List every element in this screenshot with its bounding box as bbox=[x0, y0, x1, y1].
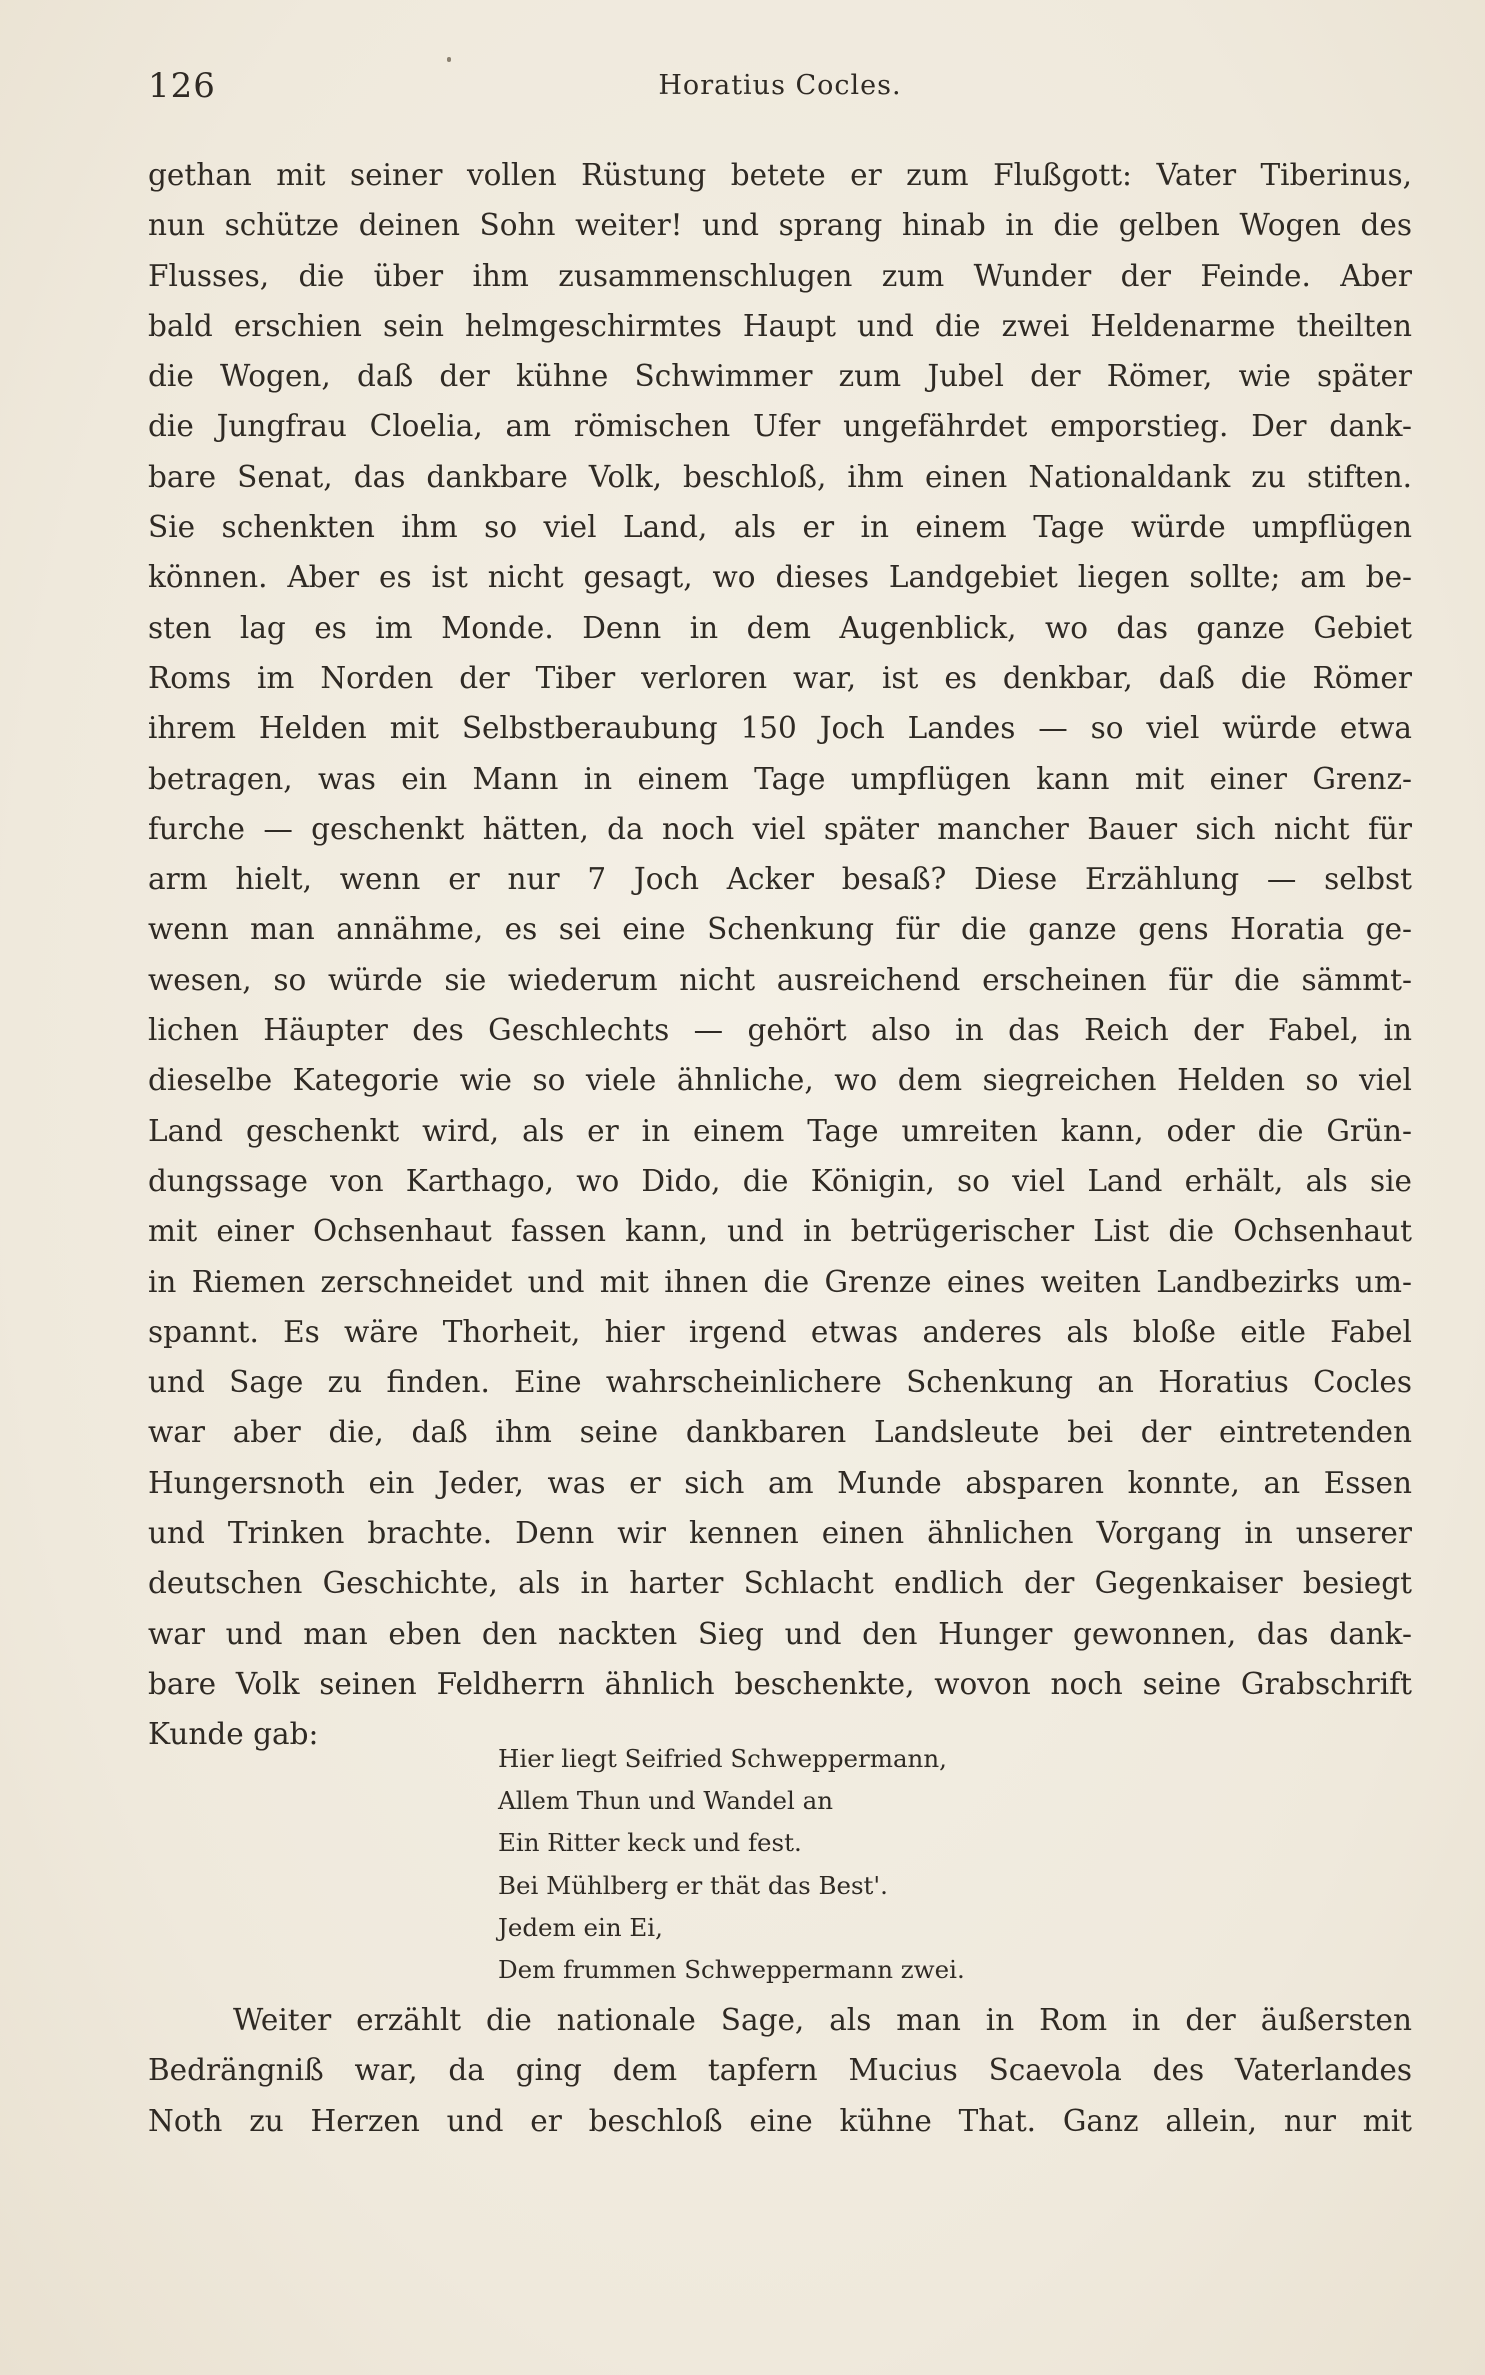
text-line: Weiter erzählt die nationale Sage, als man in Rom in der äußersten bbox=[233, 2003, 1412, 2037]
text-line: betragen, was ein Mann in einem Tage umpflügen kann mit einer Grenz- bbox=[148, 761, 1412, 796]
text-line: können. Aber es ist nicht gesagt, wo dieses Landgebiet liegen sollte; am be- bbox=[148, 560, 1412, 595]
text-line: dungssage von Karthago, wo Dido, die Königin, so viel Land erhält, als sie bbox=[148, 1163, 1412, 1198]
text-line: die Jungfrau Cloelia, am römischen Ufer ungefährdet emporstieg. Der dank- bbox=[148, 409, 1412, 444]
text-line: wesen, so würde sie wiederum nicht ausreichend erscheinen für die sämmt- bbox=[148, 962, 1412, 997]
text-line: lichen Häupter des Geschlechts — gehört also in das Reich der Fabel, in bbox=[148, 1013, 1412, 1048]
page-number: 126 bbox=[148, 66, 216, 106]
text-line: Bedrängniß war, da ging dem tapfern Mucius Scaevola des Vaterlandes bbox=[148, 2053, 1412, 2088]
main-text-block bbox=[148, 150, 1412, 1760]
text-line: wenn man annähme, es sei eine Schenkung für die ganze gens Horatia ge- bbox=[148, 912, 1412, 947]
text-line: bare Senat, das dankbare Volk, beschloß, ihm einen Nationaldank zu stiften. bbox=[148, 459, 1412, 494]
verse-line: Allem Thun und Wandel an bbox=[498, 1786, 834, 1816]
text-line: Sie schenkten ihm so viel Land, als er in einem Tage würde umpflügen bbox=[148, 510, 1412, 545]
text-line: gethan mit seiner vollen Rüstung betete er zum Flußgott: Vater Tiberinus, bbox=[148, 158, 1412, 192]
text-line: und Sage zu finden. Eine wahrscheinlichere Schenkung an Horatius Cocles bbox=[148, 1365, 1412, 1400]
epitaph-verse bbox=[498, 1738, 1058, 1991]
text-line: furche — geschenkt hätten, da noch viel später mancher Bauer sich nicht für bbox=[148, 811, 1412, 846]
text-line: in Riemen zerschneidet und mit ihnen die Grenze eines weiten Landbezirks um- bbox=[148, 1264, 1412, 1299]
verse-line: Ein Ritter keck und fest. bbox=[498, 1828, 802, 1858]
text-line: bald erschien sein helmgeschirmtes Haupt und die zwei Heldenarme theilten bbox=[148, 308, 1412, 343]
verse-line: Jedem ein Ei, bbox=[498, 1912, 663, 1942]
text-line: und Trinken brachte. Denn wir kennen einen ähnlichen Vorgang in unserer bbox=[148, 1516, 1412, 1551]
verse-line: Bei Mühlberg er thät das Best'. bbox=[498, 1870, 888, 1900]
text-line: dieselbe Kategorie wie so viele ähnliche, wo dem siegreichen Helden so viel bbox=[148, 1063, 1412, 1098]
text-line: spannt. Es wäre Thorheit, hier irgend etwas anderes als bloße eitle Fabel bbox=[148, 1314, 1412, 1349]
text-line: ihrem Helden mit Selbstberaubung 150 Joch Landes — so viel würde etwa bbox=[148, 711, 1412, 746]
text-line: Kunde gab: bbox=[148, 1717, 319, 1752]
text-line: Noth zu Herzen und er beschloß eine kühne That. Ganz allein, nur mit bbox=[148, 2103, 1412, 2138]
text-line: arm hielt, wenn er nur 7 Joch Acker besaß? Diese Erzählung — selbst bbox=[148, 862, 1412, 897]
verse-line: Dem frummen Schweppermann zwei. bbox=[498, 1954, 965, 1984]
text-line: bare Volk seinen Feldherrn ähnlich beschenkte, wovon noch seine Grabschrift bbox=[148, 1666, 1412, 1701]
text-line: Hungersnoth ein Jeder, was er sich am Munde absparen konnte, an Essen bbox=[148, 1465, 1412, 1500]
text-line: die Wogen, daß der kühne Schwimmer zum Jubel der Römer, wie später bbox=[148, 359, 1412, 394]
text-line: war und man eben den nackten Sieg und den Hunger gewonnen, das dank- bbox=[148, 1616, 1412, 1651]
text-line: Land geschenkt wird, als er in einem Tage umreiten kann, oder die Grün- bbox=[148, 1113, 1412, 1148]
page-header bbox=[148, 62, 1412, 112]
text-line: Flusses, die über ihm zusammenschlugen zum Wunder der Feinde. Aber bbox=[148, 258, 1412, 293]
verse-line: Hier liegt Seifried Schweppermann, bbox=[498, 1744, 947, 1773]
text-line: mit einer Ochsenhaut fassen kann, und in betrügerischer List die Ochsenhaut bbox=[148, 1214, 1412, 1249]
text-line: nun schütze deinen Sohn weiter! und sprang hinab in die gelben Wogen des bbox=[148, 208, 1412, 243]
continuation-text-block bbox=[148, 1995, 1412, 2146]
text-line: war aber die, daß ihm seine dankbaren Landsleute bei der eintretenden bbox=[148, 1415, 1412, 1450]
text-line: sten lag es im Monde. Denn in dem Augenblick, wo das ganze Gebiet bbox=[148, 610, 1412, 645]
text-line: deutschen Geschichte, als in harter Schlacht endlich der Gegenkaiser besiegt bbox=[148, 1566, 1412, 1601]
running-title: Horatius Cocles. bbox=[658, 70, 902, 101]
text-line: Roms im Norden der Tiber verloren war, ist es denkbar, daß die Römer bbox=[148, 660, 1412, 695]
